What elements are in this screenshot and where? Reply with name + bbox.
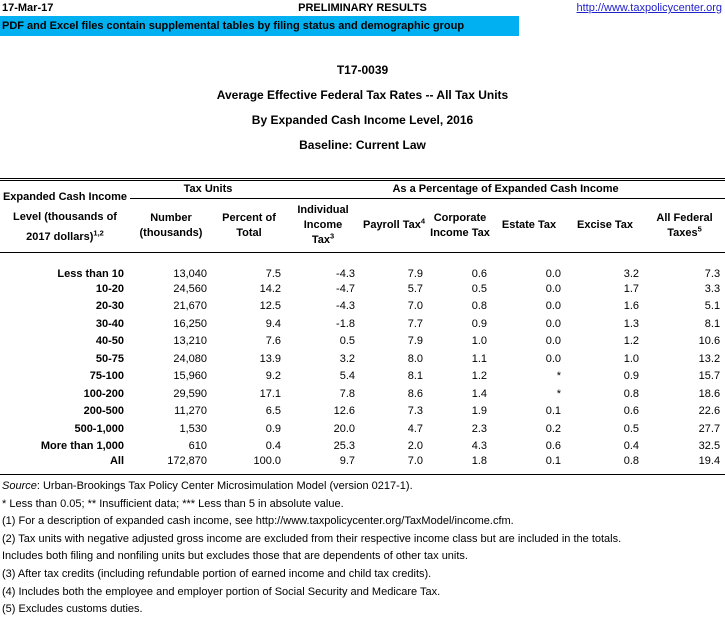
- value-cell: 1.8: [471, 455, 488, 467]
- supplemental-tables-banner: PDF and Excel files contain supplemental tables by filing status and demographic group: [0, 16, 519, 36]
- value-cell: 0.8: [623, 387, 640, 400]
- footnote-2-continued: Includes both filing and nonfiling units but excludes those that are dependents of other tax units.: [2, 550, 468, 563]
- income-level-header-line3: 2017 dollars)$^{1,2}$: [26, 227, 104, 243]
- value-cell: 0.9: [623, 370, 640, 383]
- table-row: [0, 333, 725, 351]
- income-level-cell: 100-200: [83, 387, 124, 400]
- value-cell: 9.7: [339, 455, 356, 467]
- value-cell: 8.1: [704, 317, 721, 330]
- income-level-cell: 50-75: [95, 352, 124, 365]
- value-cell: 3.2: [339, 352, 356, 365]
- value-cell: 0.4: [623, 440, 640, 453]
- source-note: Source: Urban-Brookings Tax Policy Center Microsimulation Model (version 0217-1).: [2, 480, 413, 492]
- value-cell: 12.6: [333, 405, 356, 418]
- value-cell: 610: [188, 440, 207, 453]
- value-cell: 16,250: [173, 317, 207, 330]
- footnote-5: (5) Excludes customs duties.: [2, 603, 143, 616]
- value-cell: 27.7: [698, 422, 721, 435]
- value-cell: 7.7: [407, 317, 424, 330]
- value-cell: 18.6: [698, 387, 721, 400]
- top-bar: [0, 0, 725, 16]
- value-cell: 0.6: [471, 268, 488, 280]
- col-header-individual-income-tax: Individual Income Tax$^3$: [286, 199, 360, 253]
- value-cell: 25.3: [333, 440, 356, 453]
- value-cell: 15,960: [173, 370, 207, 383]
- value-cell: 12.5: [259, 300, 282, 313]
- value-cell: 1.4: [471, 387, 488, 400]
- value-cell: 0.0: [545, 282, 562, 295]
- value-cell: 7.0: [407, 455, 424, 467]
- value-cell: -1.8: [336, 317, 356, 330]
- value-cell: 7.3: [704, 268, 721, 280]
- value-cell: 0.2: [545, 422, 562, 435]
- table-body: [0, 253, 725, 475]
- value-cell: 14.2: [259, 282, 282, 295]
- value-cell: 22.6: [698, 405, 721, 418]
- income-level-cell: 30-40: [95, 317, 124, 330]
- table-row: [0, 368, 725, 386]
- value-cell: 3.3: [704, 282, 721, 295]
- value-cell: 11,270: [174, 405, 207, 418]
- value-cell: *: [556, 370, 562, 383]
- income-level-header-line2: Level (thousands of: [13, 210, 117, 223]
- value-cell: 7.8: [339, 387, 356, 400]
- col-header-all-federal-taxes: All Federal Taxes$^5$: [644, 199, 725, 253]
- value-cell: -4.7: [336, 282, 356, 295]
- tax-units-group-header: Tax Units: [130, 180, 286, 199]
- value-cell: 0.0: [545, 268, 562, 280]
- footnote-symbols: * Less than 0.05; ** Insufficient data; *** Less than 5 in absolute value.: [2, 497, 344, 510]
- table-baseline: Baseline: Current Law: [299, 138, 426, 152]
- value-cell: 1,530: [179, 422, 207, 435]
- income-level-header-line1: Expanded Cash Income: [2, 190, 128, 203]
- value-cell: 8.6: [407, 387, 424, 400]
- value-cell: 4.3: [471, 440, 488, 453]
- value-cell: 9.2: [265, 370, 282, 383]
- table-row: [0, 315, 725, 333]
- value-cell: 5.4: [339, 370, 356, 383]
- value-cell: 0.5: [623, 422, 640, 435]
- col-header-corporate-income-tax: Corporate Income Tax: [428, 199, 492, 253]
- value-cell: 1.7: [623, 282, 640, 295]
- col-header-percent-of-total: Percent of Total: [212, 199, 286, 253]
- table-row: [0, 385, 725, 403]
- value-cell: 1.2: [471, 370, 488, 383]
- footnote-ref-5: 5: [697, 223, 702, 233]
- table-number: T17-0039: [336, 63, 389, 77]
- value-cell: 0.9: [471, 317, 488, 330]
- footnote-1: (1) For a description of expanded cash income, see http://www.taxpolicycenter.org/TaxModel/income.cfm.: [2, 515, 514, 528]
- value-cell: 0.0: [545, 352, 562, 365]
- income-level-cell: 20-30: [95, 300, 124, 313]
- value-cell: 0.8: [471, 300, 488, 313]
- value-cell: 1.9: [471, 405, 488, 418]
- tax-rates-table: [0, 178, 725, 475]
- value-cell: 0.8: [623, 455, 640, 467]
- income-level-cell: 200-500: [83, 405, 124, 418]
- value-cell: 9.4: [265, 317, 282, 330]
- value-cell: 32.5: [698, 440, 721, 453]
- value-cell: 2.3: [471, 422, 488, 435]
- value-cell: 6.5: [265, 405, 282, 418]
- value-cell: 7.6: [265, 335, 282, 348]
- footnote-3: (3) After tax credits (including refundable portion of earned income and child tax credits).: [2, 567, 432, 580]
- value-cell: 8.1: [407, 370, 424, 383]
- income-level-cell: 40-50: [95, 335, 124, 348]
- value-cell: 0.1: [545, 455, 562, 467]
- table-subtitle: By Expanded Cash Income Level, 2016: [251, 113, 474, 127]
- footnote-ref-3: 3: [330, 231, 335, 241]
- col-header-estate-tax: Estate Tax: [492, 199, 566, 253]
- report-date: 17-Mar-17: [2, 2, 54, 14]
- value-cell: 100.0: [253, 455, 282, 467]
- table-row: [0, 280, 725, 298]
- value-cell: 7.9: [407, 268, 424, 280]
- footnote-4: (4) Includes both the employee and employer portion of Social Security and Medicare Tax.: [2, 585, 441, 598]
- col-header-number: Number (thousands): [130, 199, 212, 253]
- value-cell: 0.1: [545, 405, 562, 418]
- table-row: [0, 438, 725, 456]
- preliminary-results-label: PRELIMINARY RESULTS: [298, 2, 427, 14]
- value-cell: 5.7: [407, 282, 424, 295]
- footnotes: [0, 478, 725, 619]
- footnote-ref-1-2: 1,2: [93, 227, 104, 237]
- value-cell: 21,670: [173, 300, 207, 313]
- value-cell: 1.1: [471, 352, 488, 365]
- value-cell: 8.0: [407, 352, 424, 365]
- value-cell: 3.2: [623, 268, 640, 280]
- value-cell: 15.7: [698, 370, 721, 383]
- income-level-header: [0, 180, 130, 253]
- value-cell: 13,210: [173, 335, 207, 348]
- value-cell: 24,080: [173, 352, 207, 365]
- value-cell: 19.4: [698, 455, 721, 467]
- value-cell: *: [556, 387, 562, 400]
- value-cell: 0.9: [265, 422, 282, 435]
- value-cell: 0.5: [471, 282, 488, 295]
- col-header-payroll-tax: Payroll Tax$^4$: [360, 199, 428, 253]
- taxpolicycenter-link[interactable]: http://www.taxpolicycenter.org: [576, 2, 722, 14]
- value-cell: 29,590: [173, 387, 207, 400]
- value-cell: 1.0: [471, 335, 488, 348]
- income-level-cell: 10-20: [95, 282, 124, 295]
- value-cell: 1.3: [623, 317, 640, 330]
- value-cell: 0.0: [545, 317, 562, 330]
- percentage-group-header: As a Percentage of Expanded Cash Income: [286, 180, 725, 199]
- table-row: [0, 253, 725, 281]
- table-row: [0, 298, 725, 316]
- income-level-cell: 500-1,000: [74, 422, 124, 435]
- income-level-cell: 75-100: [89, 370, 124, 383]
- value-cell: 0.5: [339, 335, 356, 348]
- value-cell: 1.0: [623, 352, 640, 365]
- footnote-ref-4: 4: [420, 216, 426, 226]
- footnote-2: (2) Tax units with negative adjusted gross income are excluded from their respective income class but are included in the totals.: [2, 532, 622, 545]
- income-level-cell: More than 1,000: [40, 440, 124, 453]
- value-cell: 0.0: [545, 300, 562, 313]
- value-cell: 7.0: [407, 300, 424, 313]
- table-row: [0, 420, 725, 438]
- income-level-cell: All: [109, 455, 124, 467]
- value-cell: 7.5: [265, 268, 282, 280]
- value-cell: 7.3: [407, 405, 424, 418]
- value-cell: 5.1: [704, 300, 721, 313]
- group-header-row: [0, 180, 725, 199]
- value-cell: 0.6: [545, 440, 562, 453]
- value-cell: 0.0: [545, 335, 562, 348]
- value-cell: 10.6: [698, 335, 721, 348]
- value-cell: 7.9: [407, 335, 424, 348]
- income-level-cell: Less than 10: [57, 268, 124, 280]
- value-cell: 4.7: [407, 422, 424, 435]
- value-cell: 1.2: [623, 335, 640, 348]
- value-cell: 1.6: [623, 300, 640, 313]
- value-cell: 2.0: [407, 440, 424, 453]
- value-cell: 0.4: [265, 440, 282, 453]
- table-row: [0, 350, 725, 368]
- value-cell: 0.6: [623, 405, 640, 418]
- value-cell: -4.3: [336, 268, 356, 280]
- value-cell: -4.3: [336, 300, 356, 313]
- value-cell: 24,560: [173, 282, 207, 295]
- col-header-excise-tax: Excise Tax: [566, 199, 644, 253]
- value-cell: 17.1: [259, 387, 282, 400]
- value-cell: 13,040: [173, 268, 207, 280]
- value-cell: 172,870: [167, 455, 207, 467]
- value-cell: 13.2: [698, 352, 721, 365]
- title-block: [0, 36, 725, 152]
- value-cell: 13.9: [259, 352, 282, 365]
- table-row: [0, 403, 725, 421]
- table-row: [0, 455, 725, 475]
- table-title: Average Effective Federal Tax Rates -- All Tax Units: [216, 88, 509, 102]
- value-cell: 20.0: [333, 422, 356, 435]
